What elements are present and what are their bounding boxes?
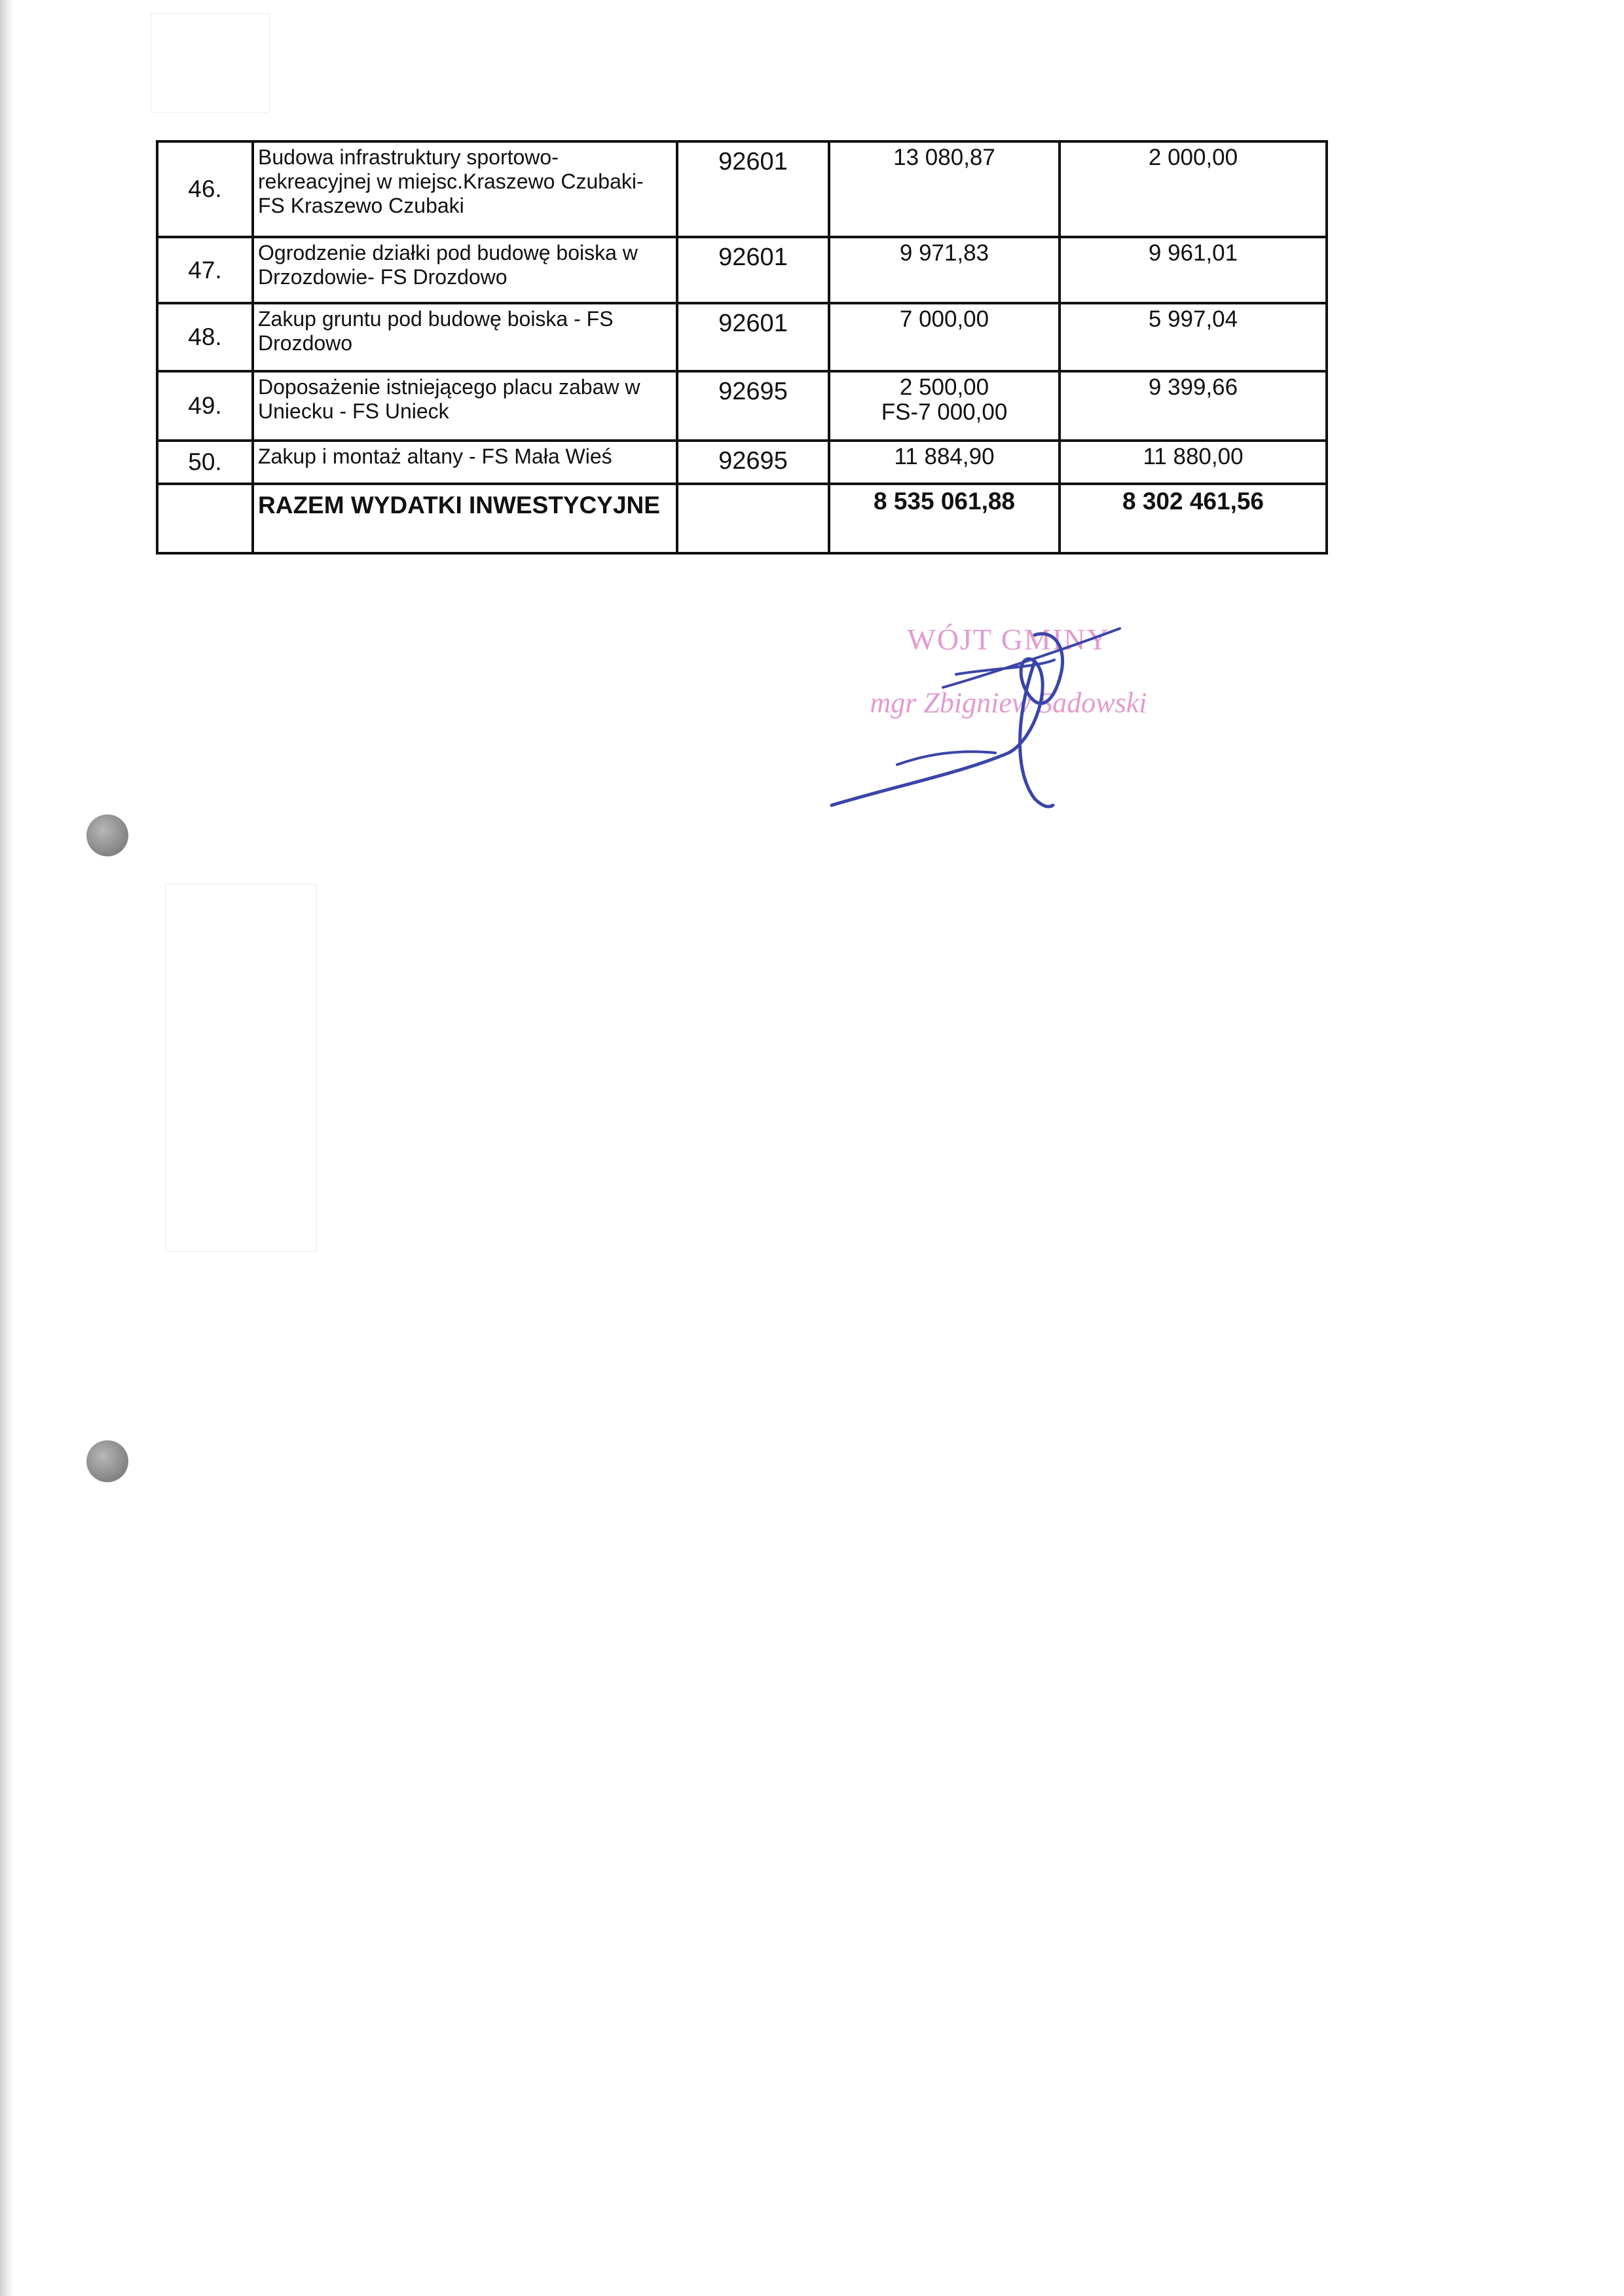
punch-hole [86, 814, 128, 856]
scan-edge-shadow [0, 0, 14, 2296]
table-row [157, 441, 1327, 484]
executed-amount: 9 399,66 [1060, 371, 1327, 441]
task-name: Doposażenie istniejącego placu zabaw w Uniecku - FS Unieck [253, 371, 677, 441]
bleed-through-mark [165, 884, 317, 1252]
investment-table [156, 140, 1328, 555]
row-number: 49. [157, 371, 253, 441]
classification-code: 92695 [677, 441, 829, 484]
planned-amount: 9 971,83 [829, 237, 1060, 303]
row-number: 46. [157, 141, 253, 237]
table-row [157, 371, 1327, 441]
planned-amount: 2 500,00 FS-7 000,00 [829, 371, 1060, 441]
total-code-empty [677, 484, 829, 553]
total-executed-amount: 8 302 461,56 [1060, 484, 1327, 553]
task-name: Budowa infrastruktury sportowo- rekreacyjnej w miejsc.Kraszewo Czubaki- FS Kraszewo Czubaki [253, 141, 677, 237]
punch-hole [86, 1440, 128, 1482]
row-number: 50. [157, 441, 253, 484]
task-name: Zakup gruntu pod budowę boiska - FS Drozdowo [253, 303, 677, 371]
classification-code: 92601 [677, 237, 829, 303]
executed-amount: 2 000,00 [1060, 141, 1327, 237]
table-row [157, 237, 1327, 303]
total-row-number-empty [157, 484, 253, 553]
executed-amount: 5 997,04 [1060, 303, 1327, 371]
classification-code: 92695 [677, 371, 829, 441]
planned-amount: 13 080,87 [829, 141, 1060, 237]
task-name: Zakup i montaż altany - FS Mała Wieś [253, 441, 677, 484]
executed-amount: 9 961,01 [1060, 237, 1327, 303]
total-planned-amount: 8 535 061,88 [829, 484, 1060, 553]
bleed-through-mark [151, 13, 270, 113]
row-number: 48. [157, 303, 253, 371]
table-row [157, 303, 1327, 371]
planned-amount: 11 884,90 [829, 441, 1060, 484]
total-label: RAZEM WYDATKI INWESTYCYJNE [253, 484, 677, 553]
handwritten-signature [819, 589, 1159, 825]
executed-amount: 11 880,00 [1060, 441, 1327, 484]
classification-code: 92601 [677, 303, 829, 371]
stamp-title: WÓJT GMINY [907, 623, 1110, 656]
classification-code: 92601 [677, 141, 829, 237]
row-number: 47. [157, 237, 253, 303]
table-row [157, 141, 1327, 237]
task-name: Ogrodzenie działki pod budowę boiska w Drzozdowie- FS Drozdowo [253, 237, 677, 303]
total-row [157, 484, 1327, 553]
stamp-name: mgr Zbigniew Sadowski [870, 687, 1147, 719]
planned-amount: 7 000,00 [829, 303, 1060, 371]
